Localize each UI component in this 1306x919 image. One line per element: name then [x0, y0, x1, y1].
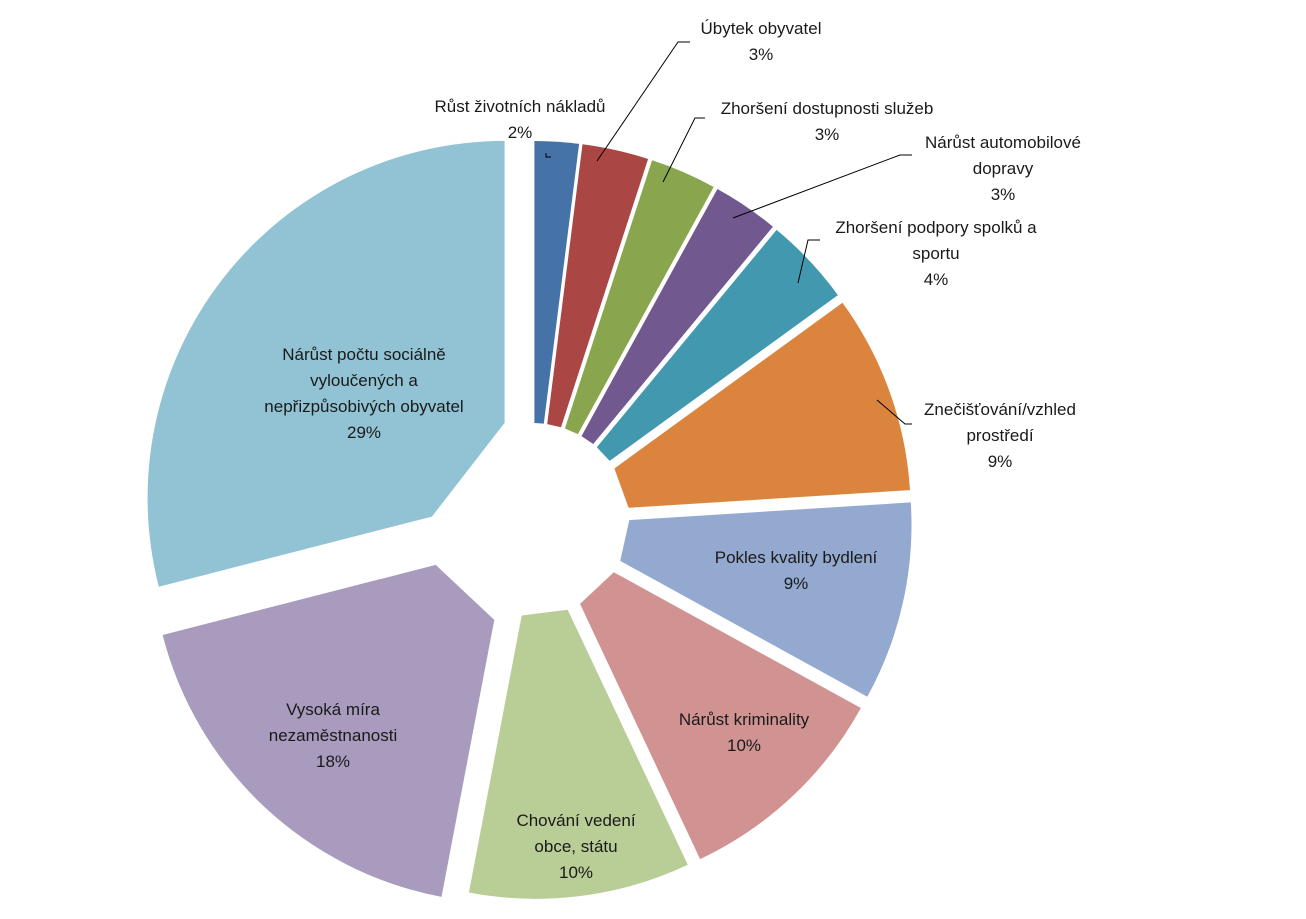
- data-label-text: Chování vedení: [516, 811, 636, 830]
- data-label-text: Vysoká míra: [286, 700, 380, 719]
- data-label-4: [925, 133, 1081, 204]
- data-label-text: nezaměstnanosti: [268, 726, 398, 745]
- data-label-5: [835, 218, 1037, 289]
- data-label-text: Zhoršení dostupnosti služeb: [720, 99, 934, 118]
- data-label-value: 9%: [987, 452, 1013, 471]
- data-label-text: sportu: [912, 244, 960, 263]
- data-label-value: 4%: [923, 270, 949, 289]
- data-label-text: vyloučených a: [310, 371, 418, 390]
- data-label-value: 29%: [346, 423, 382, 442]
- data-label-text: Úbytek obyvatel: [700, 19, 822, 38]
- data-label-text: Znečišťování/vzhled: [924, 400, 1076, 419]
- data-label-text: Pokles kvality bydlení: [714, 548, 878, 567]
- data-label-value: 10%: [726, 736, 762, 755]
- data-label-2: [701, 19, 822, 64]
- data-label-value: 2%: [507, 123, 533, 142]
- leader-line-4: [733, 155, 912, 218]
- data-label-value: 9%: [783, 574, 809, 593]
- data-label-value: 10%: [558, 863, 594, 882]
- data-label-value: 3%: [814, 125, 840, 144]
- data-label-value: 3%: [748, 45, 774, 64]
- data-label-text: Nárůst počtu sociálně: [282, 345, 446, 364]
- data-label-text: dopravy: [972, 159, 1034, 178]
- leader-line-2: [597, 42, 690, 161]
- data-label-text: obce, státu: [534, 837, 618, 856]
- data-label-3: [721, 99, 934, 144]
- data-label-6: [924, 400, 1076, 471]
- data-label-text: Nárůst automobilové: [925, 133, 1081, 152]
- data-label-1: [434, 97, 605, 142]
- slices-layer: [148, 141, 912, 899]
- data-label-text: nepřizpůsobivých obyvatel: [264, 397, 464, 416]
- data-label-text: Zhoršení podpory spolků a: [835, 218, 1037, 237]
- data-label-text: Růst životních nákladů: [434, 97, 606, 116]
- data-label-value: 18%: [315, 752, 351, 771]
- data-label-value: 3%: [990, 185, 1016, 204]
- data-label-text: Nárůst kriminality: [678, 710, 810, 729]
- data-label-text: prostředí: [966, 426, 1034, 445]
